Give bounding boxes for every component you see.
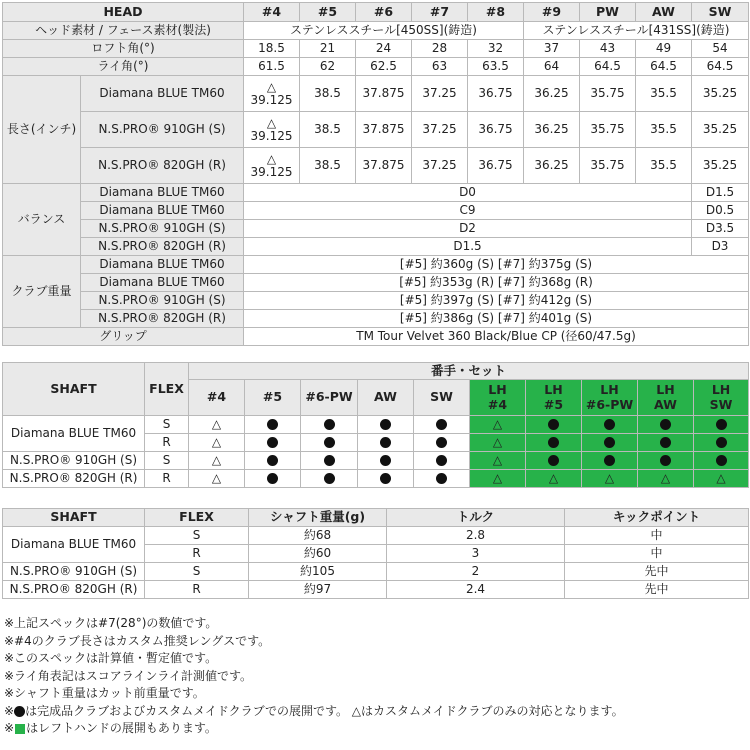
availability-cell — [245, 434, 301, 452]
balance-sw: D1.5 — [692, 184, 749, 202]
length-value: 38.5 — [300, 76, 356, 112]
set-column-label: LH — [656, 382, 675, 398]
availability-cell — [694, 452, 749, 470]
availability-cell — [526, 452, 582, 470]
shaft-row — [3, 581, 749, 599]
material-label: ヘッド素材 / フェース素材(製法) — [3, 22, 244, 40]
set-column-label: LH — [544, 382, 563, 398]
balance-row — [3, 184, 749, 202]
balance-sw: D0.5 — [692, 202, 749, 220]
loft-value: 49 — [636, 40, 692, 58]
loft-value: 24 — [356, 40, 412, 58]
triangle-icon: △ — [660, 470, 671, 485]
availability-cell — [526, 416, 582, 434]
balance-shaft: N.S.PRO® 910GH (S) — [81, 220, 244, 238]
lie-value: 61.5 — [244, 58, 300, 76]
length-row — [3, 76, 749, 112]
lie-value: 62.5 — [356, 58, 412, 76]
availability-cell — [414, 416, 470, 434]
filled-circle-icon — [267, 419, 278, 430]
set-column-label: #4 — [487, 396, 508, 412]
flex-value: R — [145, 470, 189, 488]
length-value: 35.5 — [636, 148, 692, 184]
weight-value: [#5] 約386g (S) [#7] 約401g (S) — [244, 310, 749, 328]
filled-circle-icon — [324, 419, 335, 430]
filled-circle-icon — [267, 455, 278, 466]
length-value: 36.25 — [524, 76, 580, 112]
filled-circle-icon — [267, 473, 278, 484]
balance-shaft: Diamana BLUE TM60 — [81, 184, 244, 202]
shaft-table — [2, 508, 749, 599]
set-column-label: #5 — [543, 396, 564, 412]
availability-cell — [358, 434, 414, 452]
filled-circle-icon — [660, 437, 671, 448]
kick-value: 中 — [565, 545, 749, 563]
flex-value: R — [145, 581, 249, 599]
length-value: 37.875 — [356, 148, 412, 184]
weight-label: クラブ重量 — [3, 256, 81, 328]
note-prefix: ※ — [4, 721, 15, 735]
availability-cell — [189, 452, 245, 470]
balance-row — [3, 202, 749, 220]
length-value: 37.875 — [356, 76, 412, 112]
length-value: 37.875 — [356, 112, 412, 148]
material-value-b: ステンレススチール[431SS](鋳造) — [524, 22, 749, 40]
length-value: 35.75 — [580, 76, 636, 112]
loft-value: 18.5 — [244, 40, 300, 58]
filled-circle-icon — [380, 419, 391, 430]
torque-value: 3 — [387, 545, 565, 563]
filled-circle-icon — [436, 419, 447, 430]
col-header: #5 — [300, 3, 356, 22]
lie-value: 64 — [524, 58, 580, 76]
note: ※上記スペックは#7(28°)の数値です。 — [4, 616, 218, 630]
note-text: はレフトハンドの展開もあります。 — [26, 721, 217, 735]
availability-row — [3, 452, 749, 470]
filled-circle-icon — [604, 419, 615, 430]
length-value: 39.125 — [250, 92, 293, 107]
availability-cell — [526, 434, 582, 452]
weight-value: [#5] 約397g (S) [#7] 約412g (S) — [244, 292, 749, 310]
weight-value: [#5] 約360g (S) [#7] 約375g (S) — [244, 256, 749, 274]
availability-cell — [470, 416, 526, 434]
set-column-label: AW — [374, 389, 397, 405]
set-column-label: AW — [654, 396, 677, 412]
grip-label: グリップ — [3, 328, 244, 346]
filled-circle-icon — [436, 473, 447, 484]
shaft-name: Diamana BLUE TM60 — [3, 527, 145, 563]
triangle-icon: △ — [492, 452, 503, 467]
length-shaft: Diamana BLUE TM60 — [81, 76, 244, 112]
shaft-name: N.S.PRO® 910GH (S) — [3, 452, 145, 470]
lie-value: 63.5 — [468, 58, 524, 76]
availability-cell — [694, 470, 749, 488]
filled-circle-icon — [716, 437, 727, 448]
length-value: 37.25 — [412, 112, 468, 148]
triangle-icon: △ — [211, 470, 222, 485]
flex-value: S — [145, 527, 249, 545]
set-column-header — [245, 380, 301, 416]
set-column-label: #6-PW — [585, 396, 634, 412]
triangle-icon: △ — [211, 416, 222, 431]
filled-circle-icon — [604, 437, 615, 448]
note-prefix: ※ — [4, 703, 15, 718]
weight-shaft: Diamana BLUE TM60 — [81, 274, 244, 292]
material-row — [3, 22, 749, 40]
availability-cell — [358, 416, 414, 434]
triangle-icon: △ — [492, 434, 503, 449]
availability-cell — [582, 434, 638, 452]
availability-cell — [301, 452, 358, 470]
material-value-a: ステンレススチール[450SS](鋳造) — [244, 22, 524, 40]
weight-shaft: Diamana BLUE TM60 — [81, 256, 244, 274]
set-column-header — [582, 380, 638, 416]
availability-cell — [470, 434, 526, 452]
length-row — [3, 112, 749, 148]
length-first — [244, 76, 300, 112]
set-header: 番手・セット — [189, 363, 749, 380]
flex-value: S — [145, 563, 249, 581]
availability-table — [2, 362, 749, 488]
note: ※#4のクラブ長さはカスタム推奨レングスです。 — [4, 633, 271, 648]
set-column-label: SW — [709, 396, 733, 412]
balance-value: D1.5 — [244, 238, 692, 256]
torque-value: 2.4 — [387, 581, 565, 599]
availability-row — [3, 470, 749, 488]
availability-cell — [638, 470, 694, 488]
length-value: 35.25 — [692, 148, 749, 184]
triangle-icon: △ — [492, 416, 503, 431]
triangle-icon: △ — [266, 151, 277, 166]
kick-value: 先中 — [565, 563, 749, 581]
triangle-icon: △ — [266, 115, 277, 130]
weight-row — [3, 310, 749, 328]
note: ※ライ角表記はスコアラインライ計測値です。 — [4, 668, 253, 683]
weight-shaft: N.S.PRO® 820GH (R) — [81, 310, 244, 328]
balance-sw: D3 — [692, 238, 749, 256]
filled-circle-icon — [548, 437, 559, 448]
availability-cell — [582, 416, 638, 434]
balance-shaft: Diamana BLUE TM60 — [81, 202, 244, 220]
set-column-label: SW — [430, 389, 453, 405]
availability-cell — [694, 434, 749, 452]
length-value: 35.75 — [580, 148, 636, 184]
kick-value: 先中 — [565, 581, 749, 599]
triangle-icon: △ — [716, 470, 726, 485]
availability-cell — [189, 416, 245, 434]
length-value: 39.125 — [250, 128, 293, 143]
availability-cell — [470, 470, 526, 488]
set-column-header — [189, 380, 245, 416]
length-value: 36.75 — [468, 76, 524, 112]
lie-value: 63 — [412, 58, 468, 76]
length-value: 36.75 — [468, 148, 524, 184]
col-header: #4 — [244, 3, 300, 22]
filled-circle-icon — [380, 455, 391, 466]
loft-value: 21 — [300, 40, 356, 58]
length-value: 36.75 — [468, 112, 524, 148]
shaft-header: SHAFT — [3, 363, 145, 416]
availability-cell — [638, 416, 694, 434]
length-value: 37.25 — [412, 76, 468, 112]
availability-cell — [245, 452, 301, 470]
length-first — [244, 112, 300, 148]
length-shaft: N.S.PRO® 820GH (R) — [81, 148, 244, 184]
note: ※このスペックは計算値・暫定値です。 — [4, 651, 218, 665]
grip-value: TM Tour Velvet 360 Black/Blue CP (径60/47.5g) — [244, 328, 749, 346]
length-value: 35.25 — [692, 76, 749, 112]
availability-cell — [414, 470, 470, 488]
lie-value: 64.5 — [636, 58, 692, 76]
weight-value: 約60 — [249, 545, 387, 563]
availability-cell — [582, 452, 638, 470]
col-header: AW — [636, 3, 692, 22]
col-header: SW — [692, 3, 749, 22]
filled-circle-icon — [267, 437, 278, 448]
filled-circle-icon — [548, 419, 559, 430]
set-column-header — [638, 380, 694, 416]
availability-row — [3, 416, 749, 434]
filled-circle-icon — [14, 706, 25, 717]
availability-cell — [189, 470, 245, 488]
balance-shaft: N.S.PRO® 820GH (R) — [81, 238, 244, 256]
length-value: 39.125 — [250, 164, 293, 179]
loft-row — [3, 40, 749, 58]
set-column-label: LH — [488, 382, 507, 398]
availability-cell — [470, 452, 526, 470]
availability-cell — [582, 470, 638, 488]
filled-circle-icon — [436, 437, 447, 448]
notes — [4, 615, 744, 738]
head-label: HEAD — [3, 3, 244, 22]
loft-value: 37 — [524, 40, 580, 58]
balance-row — [3, 238, 749, 256]
triangle-icon: △ — [211, 452, 222, 467]
note: ※シャフト重量はカット前重量です。 — [4, 686, 205, 700]
filled-circle-icon — [380, 437, 391, 448]
col-header: #9 — [524, 3, 580, 22]
lie-value: 64.5 — [692, 58, 749, 76]
set-column-header — [694, 380, 749, 416]
weight-value: 約105 — [249, 563, 387, 581]
filled-circle-icon — [324, 437, 335, 448]
length-value: 35.75 — [580, 112, 636, 148]
loft-value: 32 — [468, 40, 524, 58]
filled-circle-icon — [380, 473, 391, 484]
triangle-icon: △ — [548, 470, 559, 485]
availability-cell — [694, 416, 749, 434]
col-header: #8 — [468, 3, 524, 22]
set-column-header — [358, 380, 414, 416]
triangle-icon: △ — [604, 470, 615, 485]
length-first — [244, 148, 300, 184]
length-value: 37.25 — [412, 148, 468, 184]
weight-value: 約97 — [249, 581, 387, 599]
set-column-label: #4 — [206, 389, 227, 405]
length-value: 38.5 — [300, 148, 356, 184]
shaft-row — [3, 527, 749, 545]
triangle-icon: △ — [211, 434, 222, 449]
filled-circle-icon — [324, 473, 335, 484]
set-column-header — [470, 380, 526, 416]
flex-header: FLEX — [145, 509, 249, 527]
kick-value: 中 — [565, 527, 749, 545]
balance-value: C9 — [244, 202, 692, 220]
lie-value: 64.5 — [580, 58, 636, 76]
filled-circle-icon — [436, 455, 447, 466]
loft-label: ロフト角(°) — [3, 40, 244, 58]
kick-header: キックポイント — [565, 509, 749, 527]
availability-cell — [245, 416, 301, 434]
weight-row — [3, 274, 749, 292]
set-column-header — [414, 380, 470, 416]
torque-value: 2.8 — [387, 527, 565, 545]
filled-circle-icon — [324, 455, 335, 466]
availability-cell — [301, 416, 358, 434]
spec-table — [2, 2, 749, 346]
availability-cell — [638, 434, 694, 452]
shaft-header-row — [3, 509, 749, 527]
shaft-name: N.S.PRO® 910GH (S) — [3, 563, 145, 581]
note-text: は完成品クラブおよびカスタムメイドクラブでの展開です。 △はカスタムメイドクラブのみの対応となります。 — [25, 703, 624, 718]
availability-cell — [301, 470, 358, 488]
filled-circle-icon — [548, 455, 559, 466]
set-column-header — [526, 380, 582, 416]
weight-value: [#5] 約353g (R) [#7] 約368g (R) — [244, 274, 749, 292]
length-value: 35.5 — [636, 112, 692, 148]
flex-value: S — [145, 452, 189, 470]
col-header: #6 — [356, 3, 412, 22]
note-dot — [4, 703, 744, 721]
flex-header: FLEX — [145, 363, 189, 416]
col-header: #7 — [412, 3, 468, 22]
shaft-row — [3, 563, 749, 581]
length-row — [3, 148, 749, 184]
lie-row — [3, 58, 749, 76]
note-green — [4, 720, 744, 738]
loft-value: 43 — [580, 40, 636, 58]
weight-row — [3, 256, 749, 274]
availability-header-row — [3, 363, 749, 380]
set-column-label: #6-PW — [305, 389, 353, 405]
availability-cell — [358, 452, 414, 470]
flex-value: S — [145, 416, 189, 434]
lie-label: ライ角(°) — [3, 58, 244, 76]
availability-cell — [638, 452, 694, 470]
length-value: 36.25 — [524, 148, 580, 184]
filled-circle-icon — [660, 419, 671, 430]
availability-cell — [414, 452, 470, 470]
length-shaft: N.S.PRO® 910GH (S) — [81, 112, 244, 148]
set-column-label: LH — [600, 382, 619, 398]
weight-row — [3, 292, 749, 310]
set-column-header — [301, 380, 358, 416]
length-value: 38.5 — [300, 112, 356, 148]
availability-cell — [301, 434, 358, 452]
filled-circle-icon — [604, 455, 615, 466]
balance-label: バランス — [3, 184, 81, 256]
torque-value: 2 — [387, 563, 565, 581]
loft-value: 28 — [412, 40, 468, 58]
flex-value: R — [145, 434, 189, 452]
triangle-icon: △ — [492, 470, 503, 485]
loft-value: 54 — [692, 40, 749, 58]
balance-value: D2 — [244, 220, 692, 238]
balance-sw: D3.5 — [692, 220, 749, 238]
flex-value: R — [145, 545, 249, 563]
length-value: 35.5 — [636, 76, 692, 112]
availability-cell — [358, 470, 414, 488]
set-column-label: LH — [711, 382, 731, 398]
weight-shaft: N.S.PRO® 910GH (S) — [81, 292, 244, 310]
col-header: PW — [580, 3, 636, 22]
torque-header: トルク — [387, 509, 565, 527]
balance-row — [3, 220, 749, 238]
length-label: 長さ(インチ) — [3, 76, 81, 184]
availability-cell — [245, 470, 301, 488]
grip-row — [3, 328, 749, 346]
spec-header-row — [3, 3, 749, 22]
availability-cell — [526, 470, 582, 488]
triangle-icon: △ — [266, 79, 277, 94]
shaft-header: SHAFT — [3, 509, 145, 527]
shaft-name: N.S.PRO® 820GH (R) — [3, 581, 145, 599]
availability-cell — [414, 434, 470, 452]
weight-header: シャフト重量(g) — [249, 509, 387, 527]
length-value: 36.25 — [524, 112, 580, 148]
balance-value: D0 — [244, 184, 692, 202]
filled-circle-icon — [716, 419, 727, 430]
availability-cell — [189, 434, 245, 452]
filled-circle-icon — [716, 455, 727, 466]
shaft-name: N.S.PRO® 820GH (R) — [3, 470, 145, 488]
green-square-icon — [15, 724, 25, 734]
lie-value: 62 — [300, 58, 356, 76]
length-value: 35.25 — [692, 112, 749, 148]
filled-circle-icon — [660, 455, 671, 466]
weight-value: 約68 — [249, 527, 387, 545]
shaft-name: Diamana BLUE TM60 — [3, 416, 145, 452]
set-column-label: #5 — [262, 389, 283, 405]
